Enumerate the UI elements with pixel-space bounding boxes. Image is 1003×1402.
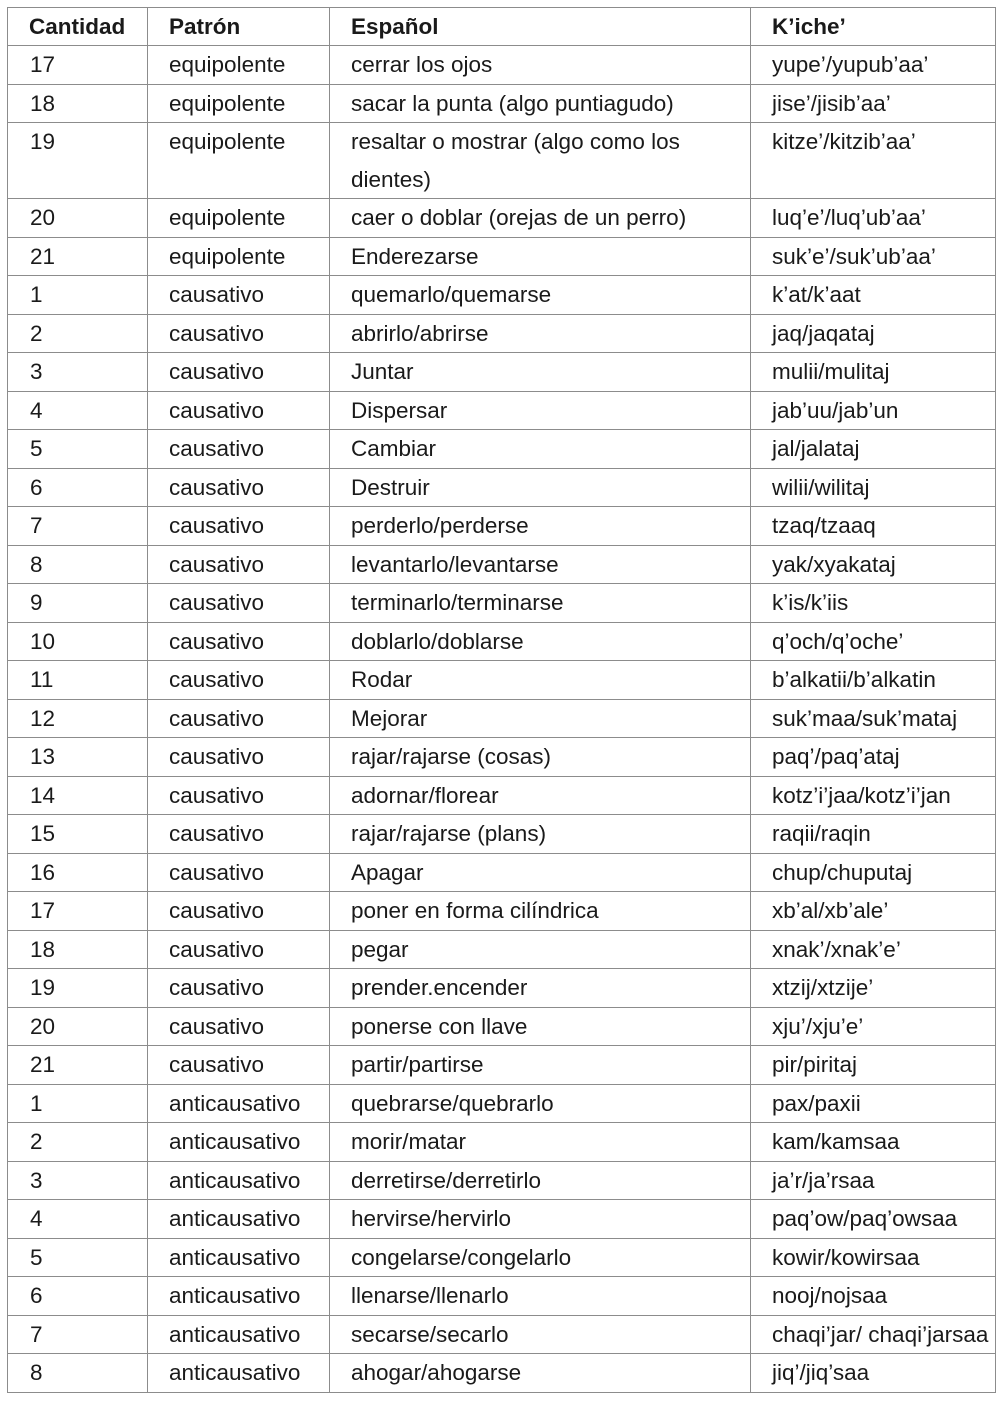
kiche-cell: b’alkatii/b’alkatin (751, 661, 996, 700)
cantidad-cell: 11 (8, 661, 148, 700)
kiche-cell: nooj/nojsaa (751, 1277, 996, 1316)
patron-cell: causativo (148, 622, 330, 661)
espanol-cell: llenarse/llenarlo (330, 1277, 751, 1316)
kiche-cell: kam/kamsaa (751, 1123, 996, 1162)
cantidad-cell: 21 (8, 237, 148, 276)
table-row (8, 1007, 996, 1046)
patron-cell: anticausativo (148, 1238, 330, 1277)
cantidad-cell: 3 (8, 1161, 148, 1200)
kiche-cell: tzaq/tzaaq (751, 507, 996, 546)
espanol-cell: levantarlo/levantarse (330, 545, 751, 584)
cantidad-cell: 19 (8, 969, 148, 1008)
patron-cell: causativo (148, 661, 330, 700)
table-row (8, 1354, 996, 1393)
espanol-cell: cerrar los ojos (330, 46, 751, 85)
patron-cell: anticausativo (148, 1315, 330, 1354)
espanol-cell: sacar la punta (algo puntiagudo) (330, 84, 751, 123)
patron-cell: causativo (148, 892, 330, 931)
cantidad-cell: 20 (8, 1007, 148, 1046)
espanol-cell: ponerse con llave (330, 1007, 751, 1046)
espanol-cell: Cambiar (330, 430, 751, 469)
table-row (8, 237, 996, 276)
cantidad-cell: 17 (8, 46, 148, 85)
kiche-cell: raqii/raqin (751, 815, 996, 854)
kiche-cell: chup/chuputaj (751, 853, 996, 892)
table-row (8, 1238, 996, 1277)
kiche-cell: jab’uu/jab’un (751, 391, 996, 430)
espanol-cell: partir/partirse (330, 1046, 751, 1085)
kiche-cell: xtzij/xtzije’ (751, 969, 996, 1008)
espanol-cell: rajar/rajarse (cosas) (330, 738, 751, 777)
table-row (8, 507, 996, 546)
table-row (8, 123, 996, 199)
verb-pattern-table (7, 7, 996, 1393)
patron-cell: anticausativo (148, 1354, 330, 1393)
patron-cell: equipolente (148, 237, 330, 276)
kiche-cell: paq’ow/paq’owsaa (751, 1200, 996, 1239)
espanol-cell: terminarlo/terminarse (330, 584, 751, 623)
cantidad-cell: 4 (8, 391, 148, 430)
cantidad-cell: 6 (8, 1277, 148, 1316)
table-row (8, 1084, 996, 1123)
patron-cell: causativo (148, 430, 330, 469)
patron-cell: causativo (148, 545, 330, 584)
patron-cell: equipolente (148, 123, 330, 199)
espanol-cell: quebrarse/quebrarlo (330, 1084, 751, 1123)
cantidad-cell: 18 (8, 84, 148, 123)
espanol-cell: Mejorar (330, 699, 751, 738)
kiche-cell: xb’al/xb’ale’ (751, 892, 996, 931)
patron-cell: anticausativo (148, 1200, 330, 1239)
espanol-cell: abrirlo/abrirse (330, 314, 751, 353)
patron-cell: causativo (148, 776, 330, 815)
kiche-cell: suk’e’/suk’ub’aa’ (751, 237, 996, 276)
table-row (8, 46, 996, 85)
table-row (8, 353, 996, 392)
table-row (8, 84, 996, 123)
cantidad-cell: 16 (8, 853, 148, 892)
table-row (8, 391, 996, 430)
cantidad-cell: 10 (8, 622, 148, 661)
kiche-cell: jaq/jaqataj (751, 314, 996, 353)
kiche-cell: jiq’/jiq’saa (751, 1354, 996, 1393)
patron-cell: causativo (148, 507, 330, 546)
kiche-cell: kowir/kowirsaa (751, 1238, 996, 1277)
cantidad-cell: 8 (8, 545, 148, 584)
table-row (8, 1046, 996, 1085)
espanol-cell: caer o doblar (orejas de un perro) (330, 199, 751, 238)
patron-cell: causativo (148, 314, 330, 353)
patron-cell: equipolente (148, 46, 330, 85)
table-row (8, 276, 996, 315)
cantidad-cell: 18 (8, 930, 148, 969)
cantidad-cell: 1 (8, 1084, 148, 1123)
patron-cell: causativo (148, 1007, 330, 1046)
cantidad-cell: 12 (8, 699, 148, 738)
patron-cell: causativo (148, 1046, 330, 1085)
kiche-cell: wilii/wilitaj (751, 468, 996, 507)
espanol-cell: poner en forma cilíndrica (330, 892, 751, 931)
cantidad-cell: 5 (8, 430, 148, 469)
patron-cell: causativo (148, 276, 330, 315)
header-patron: Patrón (148, 8, 330, 46)
patron-cell: causativo (148, 853, 330, 892)
patron-cell: causativo (148, 584, 330, 623)
cantidad-cell: 14 (8, 776, 148, 815)
cantidad-cell: 8 (8, 1354, 148, 1393)
table-row (8, 314, 996, 353)
kiche-cell: yupe’/yupub’aa’ (751, 46, 996, 85)
cantidad-cell: 7 (8, 507, 148, 546)
table-row (8, 738, 996, 777)
espanol-cell: ahogar/ahogarse (330, 1354, 751, 1393)
table-row (8, 584, 996, 623)
espanol-cell: Destruir (330, 468, 751, 507)
header-kiche: K’iche’ (751, 8, 996, 46)
espanol-cell: Apagar (330, 853, 751, 892)
table-row (8, 468, 996, 507)
cantidad-cell: 2 (8, 1123, 148, 1162)
patron-cell: equipolente (148, 199, 330, 238)
espanol-cell: Enderezarse (330, 237, 751, 276)
kiche-cell: jal/jalataj (751, 430, 996, 469)
kiche-cell: pir/piritaj (751, 1046, 996, 1085)
patron-cell: equipolente (148, 84, 330, 123)
cantidad-cell: 3 (8, 353, 148, 392)
cantidad-cell: 1 (8, 276, 148, 315)
table-row (8, 892, 996, 931)
kiche-cell: luq’e’/luq’ub’aa’ (751, 199, 996, 238)
patron-cell: causativo (148, 353, 330, 392)
cantidad-cell: 17 (8, 892, 148, 931)
table-row (8, 1200, 996, 1239)
kiche-cell: ja’r/ja’rsaa (751, 1161, 996, 1200)
kiche-cell: xnak’/xnak’e’ (751, 930, 996, 969)
table-row (8, 199, 996, 238)
table-row (8, 430, 996, 469)
espanol-cell: morir/matar (330, 1123, 751, 1162)
table-row (8, 622, 996, 661)
espanol-cell: prender.encender (330, 969, 751, 1008)
header-row (8, 8, 996, 46)
patron-cell: anticausativo (148, 1123, 330, 1162)
patron-cell: anticausativo (148, 1277, 330, 1316)
cantidad-cell: 15 (8, 815, 148, 854)
espanol-cell: secarse/secarlo (330, 1315, 751, 1354)
table-row (8, 699, 996, 738)
kiche-cell: pax/paxii (751, 1084, 996, 1123)
cantidad-cell: 13 (8, 738, 148, 777)
table-row (8, 969, 996, 1008)
espanol-cell: Rodar (330, 661, 751, 700)
espanol-cell: doblarlo/doblarse (330, 622, 751, 661)
table-row (8, 1123, 996, 1162)
table-row (8, 930, 996, 969)
espanol-cell: derretirse/derretirlo (330, 1161, 751, 1200)
patron-cell: causativo (148, 930, 330, 969)
table-row (8, 1161, 996, 1200)
kiche-cell: suk’maa/suk’mataj (751, 699, 996, 738)
kiche-cell: jise’/jisib’aa’ (751, 84, 996, 123)
cantidad-cell: 20 (8, 199, 148, 238)
table-row (8, 1277, 996, 1316)
kiche-cell: kotz’i’jaa/kotz’i’jan (751, 776, 996, 815)
kiche-cell: k’at/k’aat (751, 276, 996, 315)
kiche-cell: yak/xyakataj (751, 545, 996, 584)
kiche-cell: k’is/k’iis (751, 584, 996, 623)
patron-cell: causativo (148, 468, 330, 507)
espanol-cell: hervirse/hervirlo (330, 1200, 751, 1239)
cantidad-cell: 7 (8, 1315, 148, 1354)
kiche-cell: paq’/paq’ataj (751, 738, 996, 777)
espanol-cell: Juntar (330, 353, 751, 392)
espanol-cell: quemarlo/quemarse (330, 276, 751, 315)
cantidad-cell: 4 (8, 1200, 148, 1239)
table-row (8, 853, 996, 892)
table-row (8, 776, 996, 815)
espanol-cell: congelarse/congelarlo (330, 1238, 751, 1277)
patron-cell: causativo (148, 391, 330, 430)
patron-cell: anticausativo (148, 1084, 330, 1123)
kiche-cell: kitze’/kitzib’aa’ (751, 123, 996, 199)
table-row (8, 661, 996, 700)
kiche-cell: xju’/xju’e’ (751, 1007, 996, 1046)
cantidad-cell: 9 (8, 584, 148, 623)
patron-cell: causativo (148, 738, 330, 777)
patron-cell: causativo (148, 699, 330, 738)
cantidad-cell: 6 (8, 468, 148, 507)
patron-cell: causativo (148, 969, 330, 1008)
espanol-cell: Dispersar (330, 391, 751, 430)
header-espanol: Español (330, 8, 751, 46)
cantidad-cell: 5 (8, 1238, 148, 1277)
kiche-cell: chaqi’jar/ chaqi’jarsaa (751, 1315, 996, 1354)
table-row (8, 545, 996, 584)
espanol-cell: perderlo/perderse (330, 507, 751, 546)
cantidad-cell: 2 (8, 314, 148, 353)
espanol-cell: rajar/rajarse (plans) (330, 815, 751, 854)
espanol-cell: adornar/florear (330, 776, 751, 815)
patron-cell: anticausativo (148, 1161, 330, 1200)
table-row (8, 815, 996, 854)
header-cantidad: Cantidad (8, 8, 148, 46)
espanol-cell: pegar (330, 930, 751, 969)
espanol-cell: resaltar o mostrar (algo como los dientes) (330, 123, 751, 199)
table-row (8, 1315, 996, 1354)
kiche-cell: q’och/q’oche’ (751, 622, 996, 661)
patron-cell: causativo (148, 815, 330, 854)
cantidad-cell: 19 (8, 123, 148, 199)
kiche-cell: mulii/mulitaj (751, 353, 996, 392)
cantidad-cell: 21 (8, 1046, 148, 1085)
